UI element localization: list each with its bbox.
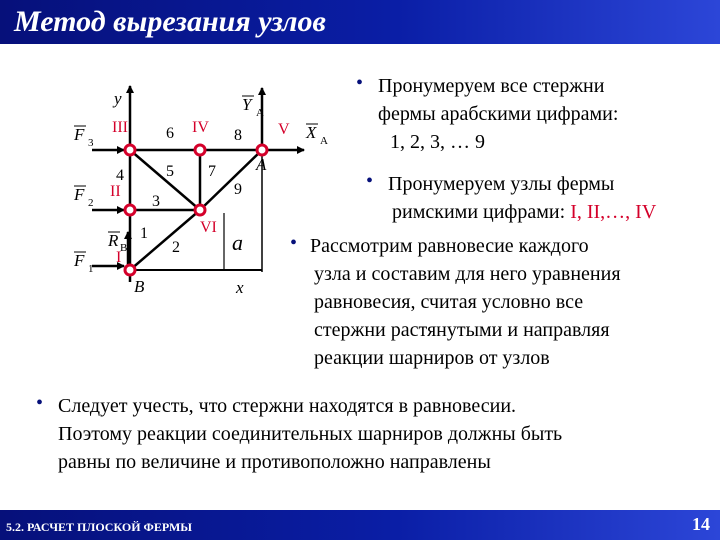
footer-section-title: 5.2. РАСЧЕТ ПЛОСКОЙ ФЕРМЫ [6,520,193,534]
support-a-label: A [256,155,267,174]
joint-iv [195,145,205,155]
title-bar [0,0,720,44]
force-f1-sub: 1 [88,263,94,275]
bullet-1-dot: • [356,72,364,94]
bullet-4-line-2: Поэтому реакции соединительных шарниров должны быть [58,423,563,445]
node-label-ii: II [110,183,121,200]
bar-number-3: 3 [152,193,160,210]
reaction-ya-label: Y [242,95,252,114]
bar-number-9: 9 [234,181,242,198]
reaction-ya-sub: A [256,107,264,119]
bullet-2-line-2-text: римскими цифрами: [392,201,571,223]
truss-diagram [0,60,360,360]
reaction-xa-sub: A [320,135,328,147]
bullet-1-line-1: Пронумеруем все стержни [378,75,605,97]
bullet-2-line-2 [392,198,656,226]
bullet-4-line-1: Следует учесть, что стержни находятся в равновесии. [58,395,517,417]
bullet-1-line-3: 1, 2, 3, … 9 [390,131,485,153]
bullet-2-dot: • [366,170,374,192]
joint-v [257,145,267,155]
bullet-4-dot: • [36,392,44,414]
joint-vi [195,205,205,215]
bar-number-5: 5 [166,163,174,180]
bar-number-4: 4 [116,167,124,184]
node-label-v: V [278,121,290,138]
joint-ii [125,205,135,215]
force-f2-label: F [74,185,85,204]
force-f3-sub: 3 [88,137,94,149]
reaction-xa-label: X [306,123,317,142]
joint-i [125,265,135,275]
bullet-3-line-4: стержни растянутыми и направляя [314,319,610,341]
force-f2-sub: 2 [88,197,94,209]
footer-bar [0,510,720,540]
bullet-3-dot: • [290,232,298,254]
dimension-a-label: a [232,230,243,255]
slide-title: Метод вырезания узлов [14,5,326,38]
page-number: 14 [692,514,710,534]
bullet-3-line-3: равновесия, считая условно все [314,291,584,313]
bar-number-1: 1 [140,225,148,242]
bullet-2-line-1: Пронумеруем узлы фермы [388,173,615,195]
node-label-iii: III [112,119,128,136]
bullet-3-line-1: Рассмотрим равновесие каждого [310,235,589,257]
joint-iii [125,145,135,155]
reaction-rb-sub: B [120,242,128,254]
bullet-3-line-2: узла и составим для него уравнения [314,263,621,285]
reaction-rb-label: R [108,231,119,250]
bullet-4-line-3: равны по величине и противоположно направлены [58,451,491,473]
force-f1-label: F [74,251,85,270]
node-label-iv: IV [192,119,209,136]
bar-number-8: 8 [234,127,242,144]
node-label-i: I [116,249,122,266]
node-label-vi: VI [200,219,217,236]
bullet-3-line-5: реакции шарниров от узлов [314,347,550,369]
force-f3-label: F [74,125,85,144]
bar-number-2: 2 [172,239,180,256]
bullet-2-roman-range: I, II,…, IV [570,201,657,223]
bar-number-7: 7 [208,163,216,180]
support-b-label: B [134,277,145,296]
bullet-1-line-2: фермы арабскими цифрами: [378,103,619,125]
bar-number-6: 6 [166,125,174,142]
axis-y-label: y [114,89,122,108]
axis-x-label: x [236,278,244,297]
